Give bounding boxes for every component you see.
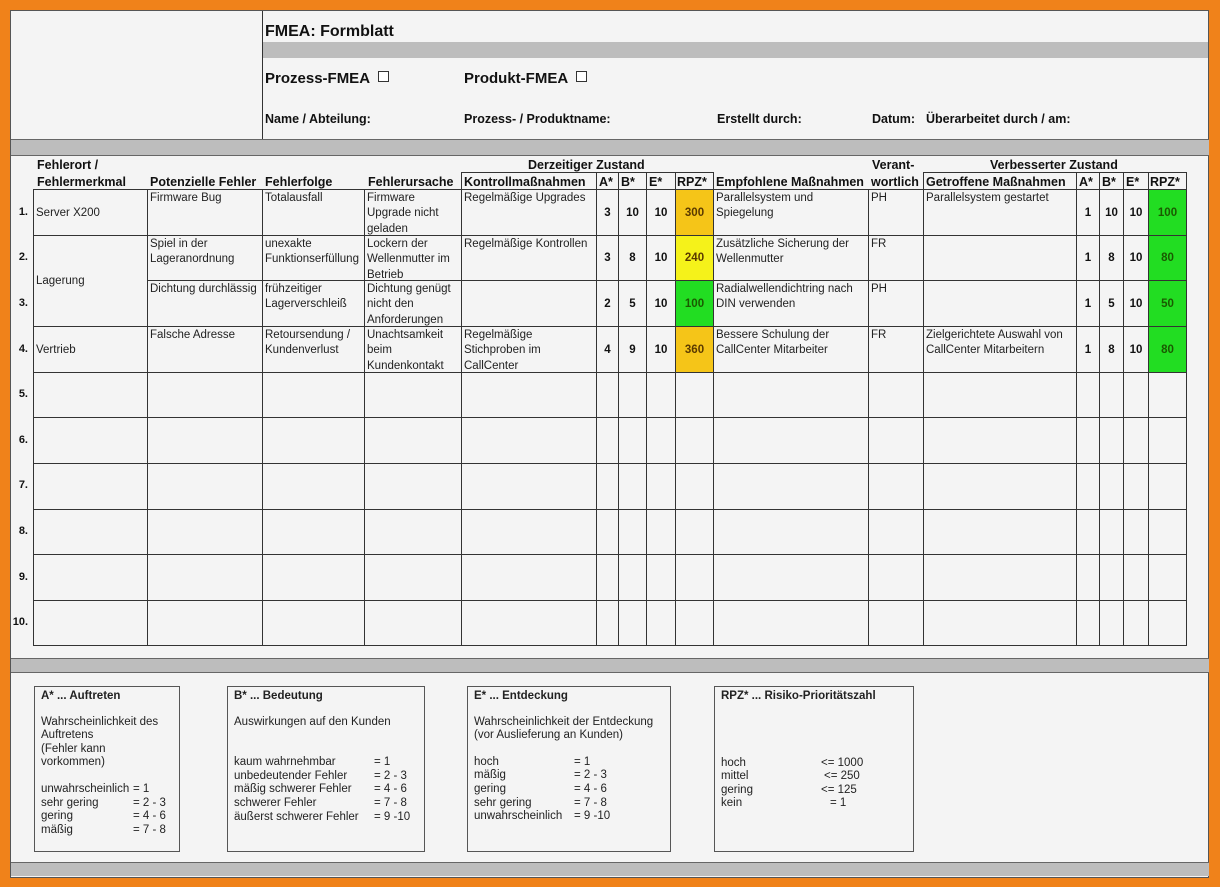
legend-item: kein = 1 bbox=[721, 797, 847, 810]
header-a: A* bbox=[599, 175, 613, 189]
legend-item: hoch <= 1000 bbox=[721, 756, 864, 769]
cell-potenzielle[interactable]: Falsche Adresse bbox=[150, 329, 236, 341]
cell-a2[interactable]: 1 bbox=[1084, 206, 1092, 219]
cell-fehlerfolge[interactable]: unexakte Funktionserfüllung bbox=[265, 238, 359, 266]
header-divider bbox=[262, 11, 263, 139]
legend-item: gering = 4 - 6 bbox=[41, 810, 166, 823]
cell-verantwortlich[interactable]: FR bbox=[871, 238, 887, 250]
cell-verantwortlich[interactable]: PH bbox=[871, 283, 887, 295]
header-verbesserter-zustand: Verbesserter Zustand bbox=[990, 158, 1118, 172]
legend-item: gering <= 125 bbox=[721, 783, 857, 796]
cell-verantwortlich[interactable]: PH bbox=[871, 192, 887, 204]
header-fehlerursache: Fehlerursache bbox=[368, 175, 454, 189]
row-number: 4. bbox=[18, 343, 28, 355]
legend-entdeckung bbox=[467, 686, 671, 852]
cell-ursache[interactable]: Unachtsamkeit beim Kundenkontakt bbox=[367, 329, 444, 372]
grid-line bbox=[33, 189, 34, 646]
grid-line bbox=[33, 509, 1186, 510]
legend-item: mäßig = 7 - 8 bbox=[41, 823, 166, 836]
cell-a2[interactable]: 1 bbox=[1084, 252, 1092, 264]
header-e: E* bbox=[649, 175, 663, 189]
produkt-fmea-checkbox[interactable] bbox=[576, 71, 587, 82]
legend-item: äußerst schwerer Fehler = 9 -10 bbox=[234, 810, 411, 823]
header-a2: A* bbox=[1079, 175, 1093, 189]
header-rpz2: RPZ* bbox=[1150, 175, 1180, 189]
legend-item: schwerer Fehler = 7 - 8 bbox=[234, 796, 407, 809]
footer-band bbox=[11, 863, 1209, 876]
row-number: 5. bbox=[18, 388, 28, 400]
header-derzeitiger-zustand: Derzeitiger Zustand bbox=[528, 158, 645, 172]
row-number: 3. bbox=[18, 297, 28, 309]
grid-line bbox=[923, 172, 924, 646]
cell-kontroll[interactable] bbox=[462, 281, 595, 283]
cell-rpz2: 100 bbox=[1157, 206, 1178, 219]
grid-line bbox=[33, 372, 1186, 373]
header-empfohlene-massnahmen: Empfohlene Maßnahmen bbox=[716, 175, 864, 189]
legend-item: unwahrscheinlich = 9 -10 bbox=[474, 810, 611, 823]
header-verant: Verant- bbox=[872, 158, 915, 172]
cell-ursache[interactable]: Lockern der Wellenmutter im Betrieb bbox=[367, 238, 450, 281]
divider bbox=[11, 672, 1209, 673]
header-verantwortlich: wortlich bbox=[871, 175, 919, 189]
field-erstellt[interactable]: Erstellt durch: bbox=[717, 112, 802, 126]
legend-item: mäßig = 2 - 3 bbox=[474, 769, 607, 782]
cell-getroffene[interactable]: Parallelsystem gestartet bbox=[926, 192, 1049, 204]
cell-e[interactable]: 10 bbox=[654, 252, 668, 264]
cell-b[interactable]: 9 bbox=[629, 343, 636, 356]
field-produktname[interactable]: Prozess- / Produktname: bbox=[464, 112, 611, 126]
legend-desc: (vor Auslieferung an Kunden) bbox=[474, 729, 623, 742]
cell-kontroll[interactable]: Regelmäßige Upgrades bbox=[464, 192, 586, 204]
cell-a2[interactable]: 1 bbox=[1084, 297, 1092, 310]
legend-item: sehr gering = 7 - 8 bbox=[474, 796, 607, 809]
cell-e2[interactable]: 10 bbox=[1129, 206, 1143, 219]
legend-auftreten bbox=[34, 686, 180, 852]
cell-b2[interactable]: 10 bbox=[1105, 206, 1118, 219]
cell-ursache[interactable]: Firmware Upgrade nicht geladen bbox=[367, 192, 439, 235]
cell-rpz2: 80 bbox=[1161, 343, 1174, 356]
cell-e[interactable]: 10 bbox=[654, 343, 668, 356]
cell-a[interactable]: 3 bbox=[604, 206, 611, 219]
header-kontrollmassnahmen: Kontrollmaßnahmen bbox=[464, 175, 586, 189]
grid-line bbox=[33, 554, 1186, 555]
title-band bbox=[263, 42, 1208, 58]
header-fehlermerkmal: Fehlermerkmal bbox=[37, 175, 126, 189]
legend-item: kaum wahrnehmbar = 1 bbox=[234, 756, 391, 769]
cell-rpz: 240 bbox=[684, 252, 705, 264]
field-datum[interactable]: Datum: bbox=[872, 112, 916, 126]
cell-rpz: 360 bbox=[684, 343, 705, 356]
header-b2: B* bbox=[1102, 175, 1116, 189]
header-b: B* bbox=[621, 175, 635, 189]
cell-e2[interactable]: 10 bbox=[1129, 252, 1143, 264]
legend-item: gering = 4 - 6 bbox=[474, 782, 607, 795]
legend-title: E* ... Entdeckung bbox=[474, 690, 568, 702]
grid-line bbox=[461, 172, 714, 173]
divider bbox=[11, 155, 1209, 156]
cell-b2[interactable]: 5 bbox=[1108, 297, 1115, 310]
cell-e2[interactable]: 10 bbox=[1129, 343, 1143, 356]
grid-line bbox=[33, 417, 1186, 418]
cell-kontroll[interactable]: Regelmäßige Stichproben im CallCenter bbox=[464, 329, 541, 372]
cell-b[interactable]: 8 bbox=[629, 252, 636, 264]
header-fehlerfolge: Fehlerfolge bbox=[265, 175, 333, 189]
legend-item: unwahrscheinlich = 1 bbox=[41, 782, 150, 795]
row-number: 2. bbox=[18, 251, 28, 263]
legend-title: A* ... Auftreten bbox=[41, 690, 121, 702]
prozess-fmea-option[interactable] bbox=[265, 70, 389, 87]
cell-b[interactable]: 10 bbox=[626, 206, 639, 219]
cell-potenzielle[interactable]: Firmware Bug bbox=[150, 192, 222, 204]
cell-fehlerfolge[interactable]: Totalausfall bbox=[265, 192, 323, 204]
cell-ursache[interactable]: Dichtung genügt nicht den Anforderungen bbox=[367, 283, 451, 326]
cell-rpz2: 50 bbox=[1161, 297, 1174, 310]
field-name-abteilung[interactable]: Name / Abteilung: bbox=[265, 112, 371, 126]
cell-fehlerort[interactable]: Lagerung bbox=[36, 275, 85, 287]
cell-rpz2: 80 bbox=[1161, 252, 1174, 264]
grid-line bbox=[1186, 172, 1187, 646]
legend-title: RPZ* ... Risiko-Prioritätszahl bbox=[721, 690, 876, 702]
row-number: 6. bbox=[18, 434, 28, 446]
cell-fehlerort[interactable]: Server X200 bbox=[36, 207, 100, 219]
form-title: FMEA: Formblatt bbox=[265, 23, 394, 40]
cell-b2[interactable]: 8 bbox=[1108, 343, 1115, 356]
cell-fehlerfolge[interactable]: Retoursendung / Kundenverlust bbox=[265, 329, 351, 357]
cell-e[interactable]: 10 bbox=[654, 206, 668, 219]
row-number: 10. bbox=[12, 616, 28, 628]
header-rpz: RPZ* bbox=[677, 175, 707, 189]
legend-desc: Auftretens bbox=[41, 729, 94, 742]
cell-getroffene[interactable] bbox=[924, 281, 1075, 283]
cell-verantwortlich[interactable]: FR bbox=[871, 329, 887, 341]
cell-a[interactable]: 4 bbox=[604, 343, 611, 356]
cell-b[interactable]: 5 bbox=[629, 297, 636, 310]
grid-line bbox=[923, 172, 1186, 173]
cell-kontroll[interactable]: Regelmäßige Kontrollen bbox=[464, 238, 588, 250]
cell-empfohlene[interactable]: Radialwellendichtring nach DIN verwenden bbox=[716, 283, 853, 311]
row-number: 9. bbox=[18, 571, 28, 583]
legend-item: mäßig schwerer Fehler = 4 - 6 bbox=[234, 783, 407, 796]
cell-fehlerfolge[interactable]: frühzeitiger Lagerverschleiß bbox=[265, 283, 347, 311]
legend-title: B* ... Bedeutung bbox=[234, 690, 323, 702]
legend-item: unbedeutender Fehler = 2 - 3 bbox=[234, 769, 407, 782]
grid-line bbox=[33, 600, 1186, 601]
cell-fehlerort[interactable]: Vertrieb bbox=[36, 344, 76, 356]
cell-rpz: 100 bbox=[684, 297, 705, 310]
produkt-fmea-label: Produkt-FMEA bbox=[464, 70, 569, 87]
row-number: 8. bbox=[18, 525, 28, 537]
legend-bedeutung bbox=[227, 686, 425, 852]
legend-desc: (Fehler kann bbox=[41, 742, 106, 755]
cell-e[interactable]: 10 bbox=[654, 297, 668, 310]
cell-potenzielle[interactable]: Spiel in der Lageranordnung bbox=[150, 238, 235, 266]
field-ueberarbeitet[interactable]: Überarbeitet durch / am: bbox=[926, 112, 1071, 126]
legend-item: sehr gering = 2 - 3 bbox=[41, 796, 166, 809]
prozess-fmea-checkbox[interactable] bbox=[378, 71, 389, 82]
row-number: 7. bbox=[18, 479, 28, 491]
header-fehlerort: Fehlerort / bbox=[37, 158, 99, 172]
cell-e2[interactable]: 10 bbox=[1129, 297, 1143, 310]
legend-desc: Auswirkungen auf den Kunden bbox=[234, 715, 391, 728]
legend-rpz bbox=[714, 686, 914, 852]
header-e2: E* bbox=[1126, 175, 1140, 189]
cell-empfohlene[interactable]: Zusätzliche Sicherung der Wellenmutter bbox=[716, 238, 849, 266]
legend-desc: Wahrscheinlichkeit des bbox=[41, 715, 159, 728]
cell-rpz: 300 bbox=[684, 206, 705, 219]
grid-line bbox=[33, 463, 1186, 464]
cell-potenzielle[interactable]: Dichtung durchlässig bbox=[150, 283, 257, 295]
section-band bbox=[11, 140, 1209, 155]
prozess-fmea-label: Prozess-FMEA bbox=[265, 70, 371, 87]
grid-line bbox=[868, 189, 869, 646]
cell-empfohlene[interactable]: Parallelsystem und Spiegelung bbox=[716, 192, 814, 220]
cell-a[interactable]: 3 bbox=[604, 252, 611, 264]
cell-a2[interactable]: 1 bbox=[1084, 343, 1092, 356]
cell-getroffene[interactable]: Zielgerichtete Auswahl von CallCenter Mitarbeitern bbox=[926, 329, 1063, 357]
cell-b2[interactable]: 8 bbox=[1108, 252, 1115, 264]
legend-desc: Wahrscheinlichkeit der Entdeckung bbox=[474, 715, 654, 728]
grid-line bbox=[33, 645, 1186, 646]
cell-a[interactable]: 2 bbox=[604, 297, 611, 310]
cell-empfohlene[interactable]: Bessere Schulung der CallCenter Mitarbeiter bbox=[716, 329, 830, 357]
legend-desc: vorkommen) bbox=[41, 756, 105, 769]
cell-getroffene[interactable] bbox=[924, 236, 1075, 238]
header-potenzielle-fehler: Potenzielle Fehler bbox=[150, 175, 257, 189]
legend-item: hoch = 1 bbox=[474, 755, 591, 768]
section-band bbox=[11, 659, 1209, 672]
row-number: 1. bbox=[18, 206, 28, 218]
header-getroffene-massnahmen: Getroffene Maßnahmen bbox=[926, 175, 1066, 189]
legend-item: mittel <= 250 bbox=[721, 770, 860, 783]
produkt-fmea-option[interactable] bbox=[464, 70, 587, 87]
